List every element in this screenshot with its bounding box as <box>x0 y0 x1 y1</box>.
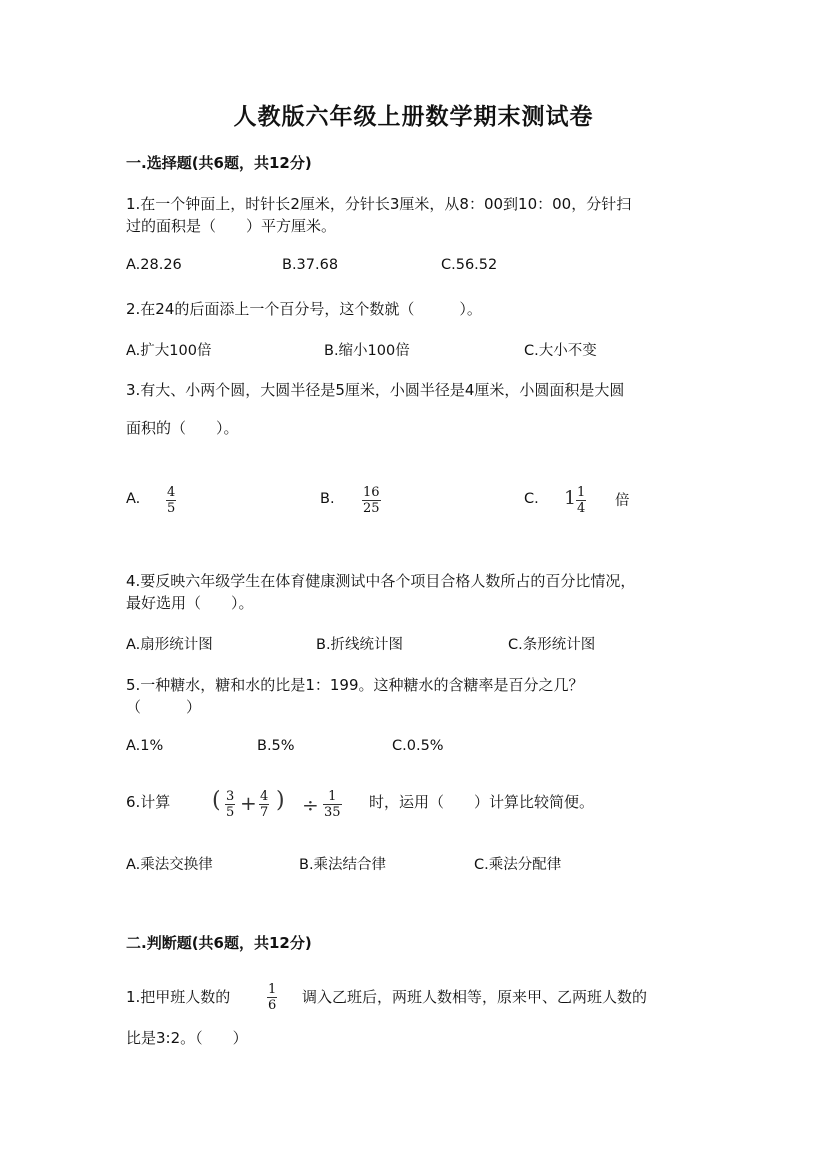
question-4-option-c: C.条形统计图 <box>508 637 596 653</box>
section-heading-judgement: 二.判断题(共6题，共12分) <box>126 934 312 952</box>
question-1-line-2: 过的面积是（ ）平方厘米。 <box>126 217 337 235</box>
question-2-option-c: C.大小不变 <box>524 343 597 359</box>
fraction-numerator: 4 <box>260 789 269 804</box>
page-title: 人教版六年级上册数学期末测试卷 <box>233 103 594 130</box>
expression-fraction-1 <box>225 789 235 820</box>
fraction-numerator: 3 <box>226 789 235 804</box>
question-2-option-a: A.扩大100倍 <box>126 343 212 359</box>
question-3-option-c-suffix: 倍 <box>615 493 630 509</box>
expression-plus: + <box>240 791 257 815</box>
judgement-1-prefix: 1.把甲班人数的 <box>126 988 231 1006</box>
fraction-numerator: 1 <box>268 982 277 997</box>
question-6-option-b: B.乘法结合律 <box>299 857 387 873</box>
fraction-numerator: 1 <box>328 789 337 804</box>
question-3-option-c-whole: 1 <box>564 487 577 509</box>
question-2-option-b: B.缩小100倍 <box>324 343 410 359</box>
question-1-option-b: B.37.68 <box>282 257 339 273</box>
question-5-line-2: （ ） <box>126 698 202 716</box>
question-3-option-b-label: B. <box>320 491 335 507</box>
question-1-line-1: 1.在一个钟面上，时针长2厘米，分针长3厘米，从8：00到10：00，分针扫 <box>126 195 632 213</box>
expression-divide: ÷ <box>302 793 319 817</box>
question-3-option-c-fraction <box>576 485 586 516</box>
expression-fraction-2 <box>259 789 269 820</box>
section-heading-choice: 一.选择题(共6题，共12分) <box>126 154 312 172</box>
fraction-denominator: 6 <box>268 998 277 1013</box>
question-4-option-b: B.折线统计图 <box>316 637 404 653</box>
question-6-option-c: C.乘法分配律 <box>474 857 562 873</box>
expression-open-paren: ( <box>212 788 221 813</box>
question-1-option-a: A.28.26 <box>126 257 182 273</box>
question-4-line-2: 最好选用（ ）。 <box>126 594 254 612</box>
fraction-numerator: 16 <box>363 485 380 500</box>
question-3-option-a-fraction <box>166 485 176 516</box>
question-6-prefix: 6.计算 <box>126 793 171 811</box>
question-6-option-a: A.乘法交换律 <box>126 857 213 873</box>
fraction-denominator: 35 <box>324 805 341 820</box>
question-3-line-1: 3.有大、小两个圆，大圆半径是5厘米，小圆半径是4厘米，小圆面积是大圆 <box>126 381 625 399</box>
judgement-1-suffix: 调入乙班后，两班人数相等，原来甲、乙两班人数的 <box>302 988 648 1006</box>
fraction-denominator: 5 <box>226 805 235 820</box>
expression-close-paren: ) <box>276 788 285 813</box>
fraction-denominator: 5 <box>167 501 176 516</box>
question-5-option-a: A.1% <box>126 738 164 754</box>
question-1-option-c: C.56.52 <box>441 257 498 273</box>
expression-fraction-3 <box>323 789 342 820</box>
question-3-option-c-label: C. <box>524 491 539 507</box>
fraction-denominator: 4 <box>577 501 586 516</box>
question-5-option-c: C.0.5% <box>392 738 444 754</box>
fraction-denominator: 7 <box>260 805 269 820</box>
question-3-option-a-label: A. <box>126 491 141 507</box>
fraction-numerator: 4 <box>167 485 176 500</box>
fraction-denominator: 25 <box>363 501 380 516</box>
question-5-line-1: 5.一种糖水，糖和水的比是1：199。这种糖水的含糖率是百分之几？ <box>126 676 584 694</box>
judgement-1-line-2: 比是3:2。（ ） <box>126 1029 248 1047</box>
question-3-option-b-fraction <box>362 485 381 516</box>
question-5-option-b: B.5% <box>257 738 295 754</box>
question-4-option-a: A.扇形统计图 <box>126 637 213 653</box>
fraction-numerator: 1 <box>577 485 586 500</box>
question-3-line-2: 面积的（ ）。 <box>126 419 239 437</box>
question-2-text: 2.在24的后面添上一个百分号，这个数就（ ）。 <box>126 300 482 318</box>
question-4-line-1: 4.要反映六年级学生在体育健康测试中各个项目合格人数所占的百分比情况， <box>126 572 636 590</box>
judgement-1-fraction <box>267 982 277 1013</box>
question-6-suffix: 时，运用（ ）计算比较简便。 <box>369 793 595 811</box>
